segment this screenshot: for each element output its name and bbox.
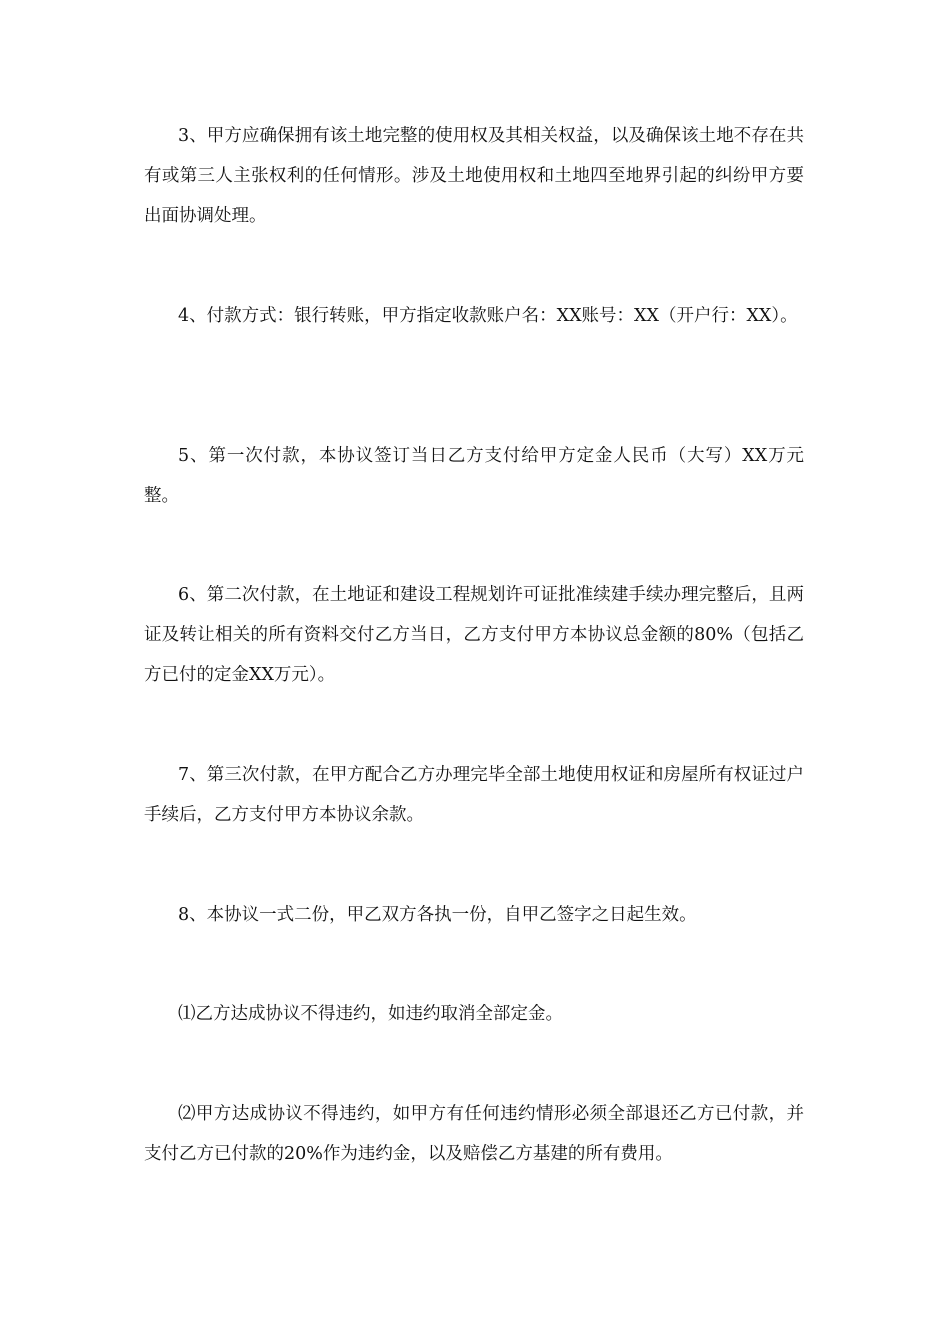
clause-8-validity: 8、本协议一式二份，甲乙双方各执一份，自甲乙签字之日起生效。 bbox=[178, 905, 697, 925]
clause-3: 3、甲方应确保拥有该土地完整的使用权及其相关权益，以及确保该土地不存在共有或第三人主张权利的任何情形。涉及土地使用权和土地四至地界引起的纠纷甲方要出面协调处理。 bbox=[144, 126, 804, 226]
sub-clause-2: ⑵甲方达成协议不得违约，如甲方有任何违约情形必须全部退还乙方已付款，并支付乙方已付款的20%作为违约金，以及赔偿乙方基建的所有费用。 bbox=[144, 1104, 804, 1164]
clause-4-payment-method: 4、付款方式：银行转账，甲方指定收款账户名：XX账号：XX（开户行：XX）。 bbox=[178, 306, 798, 326]
sub-clause-1: ⑴乙方达成协议不得违约，如违约取消全部定金。 bbox=[178, 1004, 563, 1024]
clause-6-second-payment: 6、第二次付款，在土地证和建设工程规划许可证批准续建手续办理完整后，且两证及转让相关的所有资料交付乙方当日，乙方支付甲方本协议总金额的80%（包括乙方已付的定金XX万元）。 bbox=[144, 585, 804, 685]
clause-5-first-payment: 5、第一次付款，本协议签订当日乙方支付给甲方定金人民币（大写）XX万元整。 bbox=[144, 446, 804, 506]
clause-7-third-payment: 7、第三次付款，在甲方配合乙方办理完毕全部土地使用权证和房屋所有权证过户手续后，乙方支付甲方本协议余款。 bbox=[144, 765, 804, 825]
